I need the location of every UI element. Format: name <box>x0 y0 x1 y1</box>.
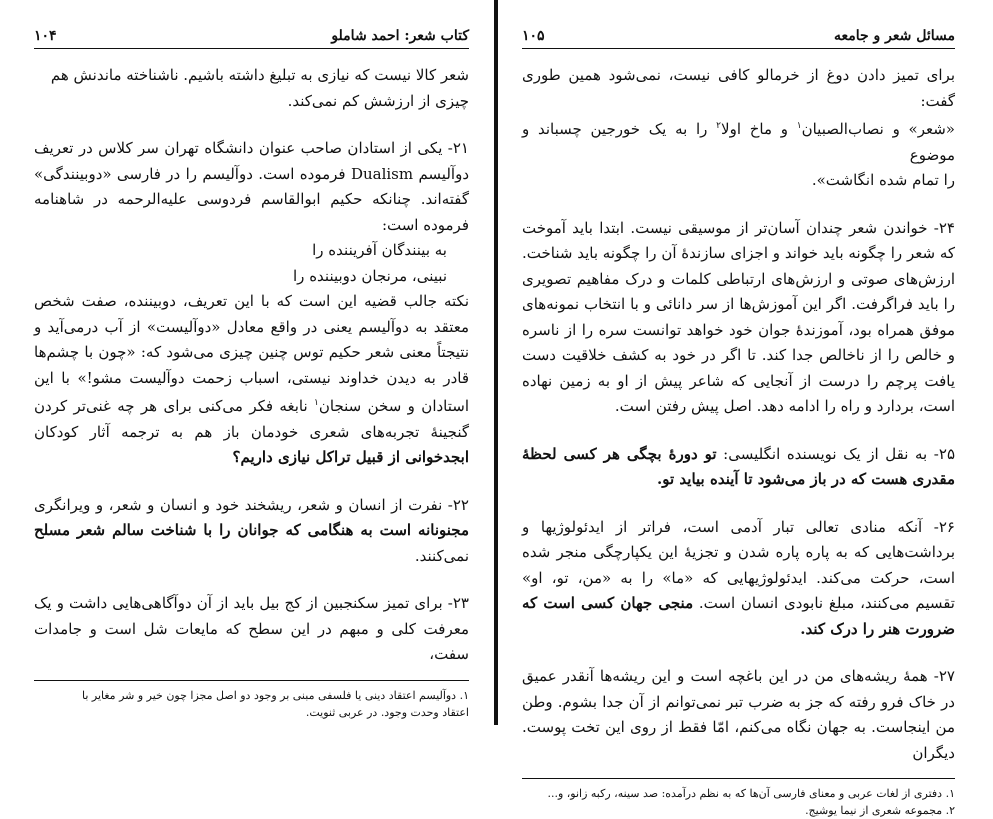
p22-end: نمی‌کنند. <box>414 546 469 565</box>
intro-line-2a: «شعر» و نصاب‌الصبیان <box>801 120 955 138</box>
paragraph-21 <box>34 136 469 238</box>
footnotes-left <box>34 687 469 721</box>
footnote-rule <box>34 680 469 681</box>
paragraph-22 <box>34 493 469 570</box>
intro-line-1: شعر کالا نیست که نیازی به تبلیغ داشته باشیم. ناشناخته ماندنش هم <box>50 66 469 84</box>
footnote-marker-2: ۲ <box>716 121 722 131</box>
footnote-2: ۲. مجموعه شعری از نیما یوشیج. <box>805 804 955 817</box>
p22-bold: مجنونانه است به هنگامی که جوانان را با شناخت سالم شعر مسلح <box>34 521 469 539</box>
p21-end: ابجدخوانی از قبیل تراکل نیازی داریم؟ <box>232 448 469 466</box>
poem-verse <box>34 238 469 289</box>
paragraph-26 <box>522 515 955 643</box>
paragraph-24 <box>522 216 955 420</box>
footnote-1-line-1: ۱. دوآلیسم اعتقاد دینی یا فلسفی مبنی بر وجود دو اصل مجزا چون خیر و شر مغایر با <box>81 688 469 702</box>
page-number: ۱۰۵ <box>522 28 545 44</box>
right-page-body <box>522 63 955 766</box>
footnote-rule <box>522 778 955 779</box>
paragraph-21-continued <box>34 289 469 471</box>
p21-cont: نکته جالب قضیه این است که با این تعریف، دوبیننده، صفت شخص معتقد به دوآلیسم یعنی در واقع معادل «دوآلیست» از آب درمی‌آید و نتیجتاً معنی شعر حکیم توس چنین چیزی می‌شود که: «چون با چشم‌ها قادر به دیدن خداوند نیستی، اسباب زحمت دوآلیست مشو!» با این استادان و سخن سنجان <box>34 292 470 415</box>
p23-text: ۲۳- برای تمیز سکنجبین از کج بیل باید از آن دوآگاهی‌هایی داشت و یک معرفت کلی و مبهم در این سطح که مایعات شل است و جامدات سفت، <box>34 594 469 663</box>
intro-paragraph <box>522 63 955 194</box>
intro-line-2: چیزی از ارزشش کم نمی‌کند. <box>287 91 469 110</box>
paragraph-23 <box>34 591 469 668</box>
left-page <box>0 0 495 725</box>
p25-text: ۲۵- به نقل از یک نویسنده انگلیسی: <box>716 444 956 463</box>
intro-line-3: را تمام شده انگاشت». <box>811 171 955 189</box>
footnote-marker-1: ۱ <box>796 121 802 131</box>
paragraph-27 <box>522 664 955 766</box>
paragraph-25 <box>522 442 955 493</box>
left-page-body <box>34 63 469 668</box>
page-header-right <box>522 28 955 49</box>
running-title: کتاب شعر: احمد شاملو <box>331 28 469 44</box>
footnote-marker: ۱ <box>314 398 319 408</box>
right-page <box>498 0 993 817</box>
intro-paragraph <box>34 63 469 114</box>
page-number: ۱۰۴ <box>34 28 57 44</box>
p21-text: ۲۱- یکی از استادان صاحب عنوان دانشگاه تهران سر کلاس در تعریف دوآلیسم Dualism فرموده است. دوآلیسم را در فارسی «دوبینندگی» گفته‌اند. چنانکه حکیم ابوالقاسم فردوسی علیه‌الرحمه در شاهنامه فرموده است: <box>34 139 469 234</box>
running-title: مسائل شعر و جامعه <box>833 28 955 44</box>
intro-line-2b: و ماخ اولا <box>721 120 797 138</box>
footnote-1-line-2: اعتقاد وحدت وجود. در عربی ثنویت. <box>305 705 469 719</box>
p25-bold: تو دورهٔ بچگی هر کسی لحظهٔ مقدری هست که در باز می‌شود تا آینده بیاید تو. <box>522 444 955 488</box>
intro-line-1: برای تمیز دادن دوغ از خرمالو کافی نیست، نمی‌شود همین طوری گفت: <box>522 66 955 110</box>
p24-text: ۲۴- خواندن شعر چندان آسان‌تر از موسیقی نیست. ابتدا باید آموخت که شعر را چگونه باید خواند و اجزای سازندهٔ آن را چگونه باید شناخت. ارزش‌های صوتی و ارزش‌های ارتباطی کلمات و درک مفاهیم تصویری را باید فراگرفت. اگر این آموزش‌ها از سر دانائی و با انتخاب نمونه‌های موفق همراه بود، آموزندهٔ جوان خود خواهد توانست سره را از ناسره و خالص را از ناخالص جدا کند. تا اگر در خود به کشف خلاقیت دست یافت پرچم را درست از آنجایی که شاعر پیش از او به زمین نهاده است، بردارد و راه را ادامه دهد. اصل پیش رفتن است. <box>522 218 955 415</box>
p27-text: ۲۷- همهٔ ریشه‌های من در این باغچه است و این ریشه‌ها آنقدر عمیق در خاک فرو رفته که جز به ضرب تبر نمی‌توانم از آن جدا بشوم. وطن من اینجاست. به جهان نگاه می‌کنم، امّا فقط از روی این تخت پوست. دیگران <box>522 667 955 762</box>
page-header-left <box>34 28 469 49</box>
poem-line-2: نبینی، مرنجان دوبیننده را <box>293 266 447 285</box>
footnote-1: ۱. دفتری از لغات عربی و معنای فارسی آن‌ها که به نظم درآمده: صد سینه، رکبه زانو، و... <box>547 787 955 800</box>
p26-text: ۲۶- آنکه منادی تعالی تبار آدمی است، فراتر از ایدئولوژیها و برداشت‌هایی که به پاره پاره شدن و تجزیهٔ این یکپارچگی منجر شده است، حرکت می‌کند. ایدئولوژیهایی که «ما» را به «من، تو، او» تقسیم می‌کنند، مبلغ نابودی انسان است. <box>522 517 955 612</box>
poem-line-1: به بینندگان آفریننده را <box>312 241 447 259</box>
p26-bold: منجی جهان کسی است که ضرورت هنر را درک کند. <box>522 594 955 638</box>
p21-cont-tail: نابغه فکر می‌کنی برای هر چه غنی‌تر کردن گنجینهٔ تجربه‌های شعری خودمان باز هم به ترجمه آثار کودکان <box>34 397 469 441</box>
footnotes-right <box>522 785 955 819</box>
p22-text: ۲۲- نفرت از انسان و شعر، ریشخند خود و انسان و شعر، و ویرانگری <box>34 495 469 514</box>
intro-line-2c: را به یک خورجین چسباند و موضوع <box>522 120 955 164</box>
